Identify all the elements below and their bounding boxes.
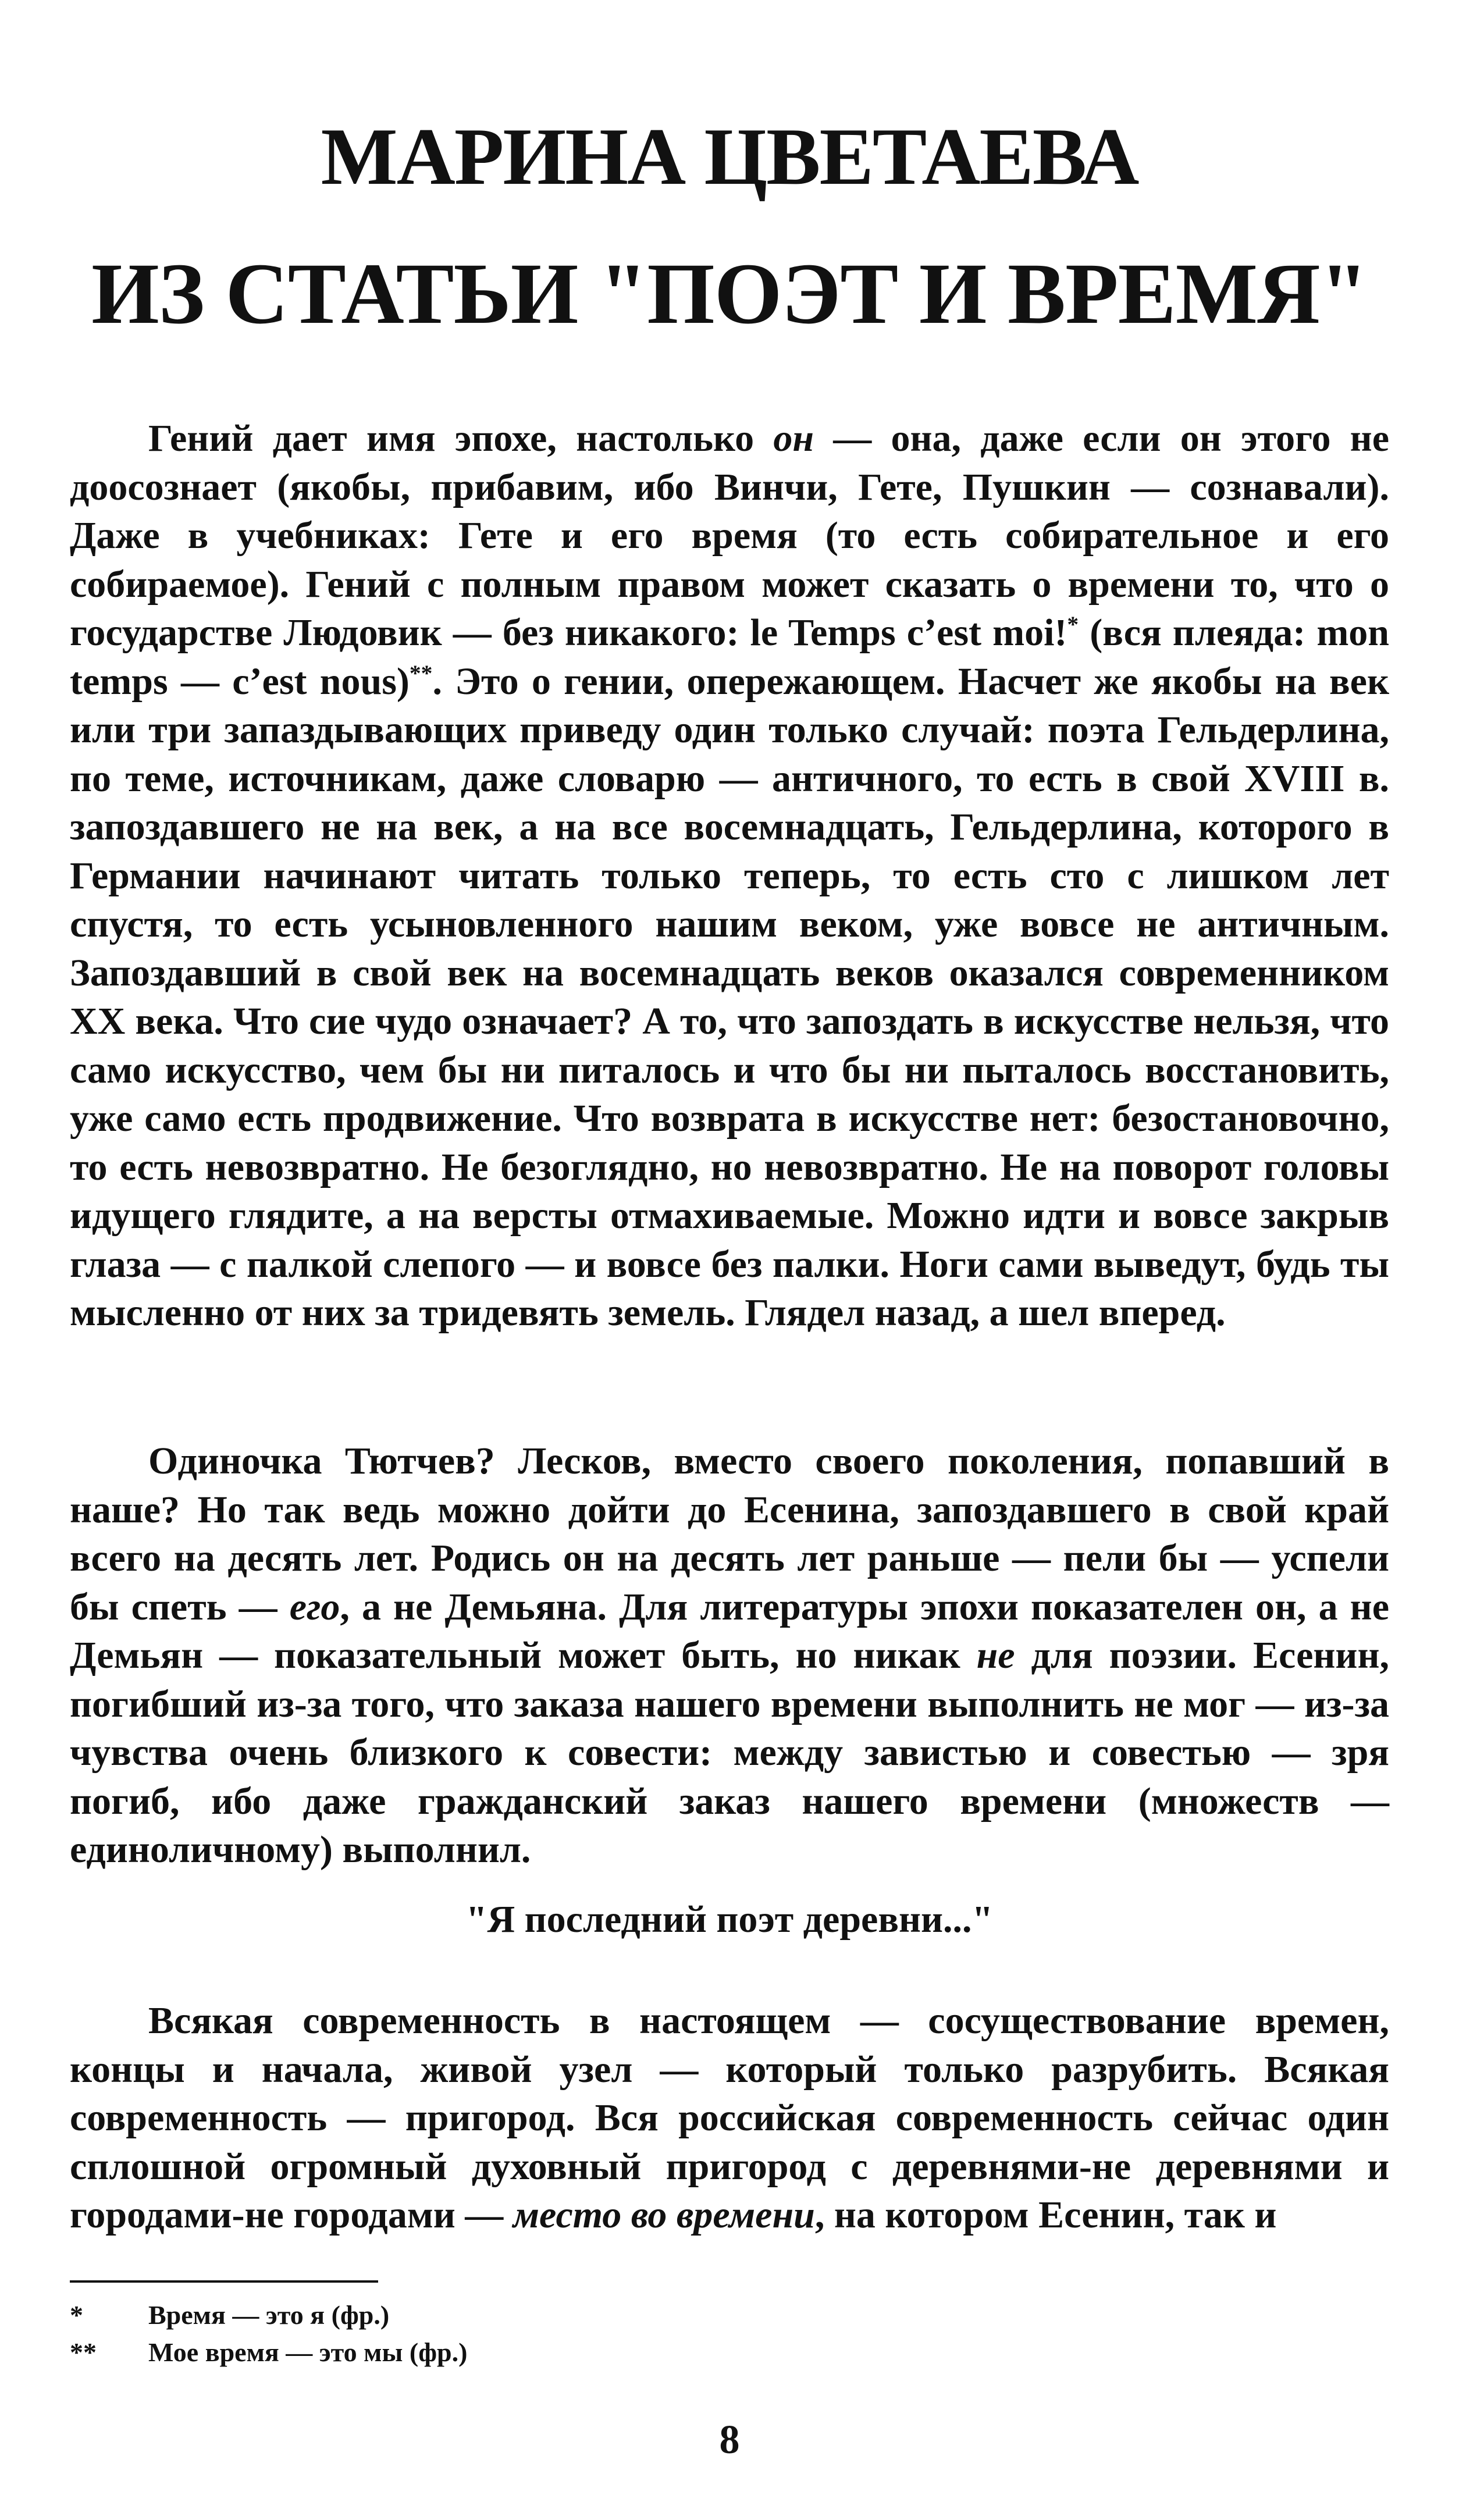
paragraph-2-text-b: , а не Демьяна. Для литературы эпохи показателен он, а не Демьян — показательный может быть, но никак [70, 1585, 1389, 1677]
footnote-ref-1: * [1067, 611, 1079, 637]
paragraph-2-text-c: для поэзии. Есенин, погибший из-за того, что заказа нашего времени выполнить не мог — из-за чувства очень близкого к совести: между завистью и совестью — зря погиб, ибо даже гражданский заказ нашего времени (множеств — единоличному) выполнил. [70, 1634, 1389, 1871]
paragraph-1-text-c: (вся плеяда: mon temps — c’est nous) [70, 611, 1389, 703]
paragraph-3 [70, 1996, 1389, 2240]
paragraph-1 [70, 414, 1389, 1337]
footnote-2-mark: ** [70, 2337, 97, 2367]
footnote-ref-2: ** [409, 660, 433, 686]
paragraph-2-emphasis-b: не [976, 1634, 1015, 1677]
paragraph-1-text-b: — она, даже если он этого не доосознает (якобы, прибавим, ибо Винчи, Гете, Пушкин — сознавали). Даже в учебниках: Гете и его время (то есть собирательное и его собираемое). Гений с полным правом может сказать о времени то, что о государстве Людовик — без никакого: le Temps c’est moi! [70, 417, 1389, 654]
paragraph-3-emphasis: место во времени [513, 2194, 815, 2236]
paragraph-1-text-d: . Это о гении, опережающем. Насчет же якобы на век или три запаздывающих приведу один только случай: поэта Гельдерлина, по теме, источникам, даже словарю — античного, то есть в свой XVIII в. запоздавшего не на век, а на все восемнадцать, Гельдерлина, которого в Германии начинают читать только теперь, то есть сто с лишком лет спустя, то есть усыновленного нашим веком, уже вовсе не античным. Запоздавший в свой век на восемнадцать веков оказался современником XX века. Что сие чудо означает? А то, что запоздать в искусстве нельзя, что само искусство, чем бы ни питалось и что бы ни пыталось восстановить, уже само есть продвижение. Что возврата в искусстве нет: безостановочно, то есть невозвратно. Не безоглядно, но невозвратно. Не на поворот головы идущего глядите, а на версты отмахиваемые. Можно идти и вовсе закрыв глаза — с палкой слепого — и вовсе без палки. Ноги сами выведут, будь ты мысленно от них за тридевять земель. Глядел назад, а шел вперед. [70, 660, 1389, 1334]
footnotes [70, 2297, 942, 2371]
author-name: МАРИНА ЦВЕТАЕВА [321, 112, 1138, 202]
paragraph-2 [70, 1437, 1389, 1874]
paragraph-3-text-b: , на котором Есенин, так и [814, 2194, 1277, 2236]
paragraph-2-emphasis-a: его [289, 1585, 340, 1628]
footnote-2 [70, 2334, 942, 2371]
paragraph-2-text-a: Одиночка Тютчев? Лесков, вместо своего поколения, попавший в наше? Но так ведь можно дойти до Есенина, запоздавшего в свой край всего на десять лет. Родись он на десять лет раньше — пели бы — успели бы спеть — [70, 1440, 1389, 1628]
footnote-divider [70, 2280, 378, 2283]
paragraph-3-text-a: Всякая современность в настоящем — сосуществование времен, концы и начала, живой узел — который только разрубить. Всякая современность — пригород. Вся российская современность сейчас один сплошной огромный духовный пригород с деревнями-не деревнями и городами-не городами — [70, 1999, 1389, 2236]
epigraph-quote: "Я последний поэт деревни..." [465, 1898, 994, 1941]
footnote-2-text: Мое время — это мы (фр.) [148, 2337, 468, 2367]
page-number: 8 [719, 2418, 740, 2462]
footnote-1-mark: * [70, 2300, 83, 2330]
paragraph-1-emphasis: он [773, 417, 814, 460]
footnote-1 [70, 2297, 942, 2334]
article-title: ИЗ СТАТЬИ "ПОЭТ И ВРЕМЯ" [91, 245, 1368, 342]
paragraph-1-text-a: Гений дает имя эпохе, настолько [148, 417, 774, 460]
footnote-1-text: Время — это я (фр.) [148, 2300, 390, 2330]
